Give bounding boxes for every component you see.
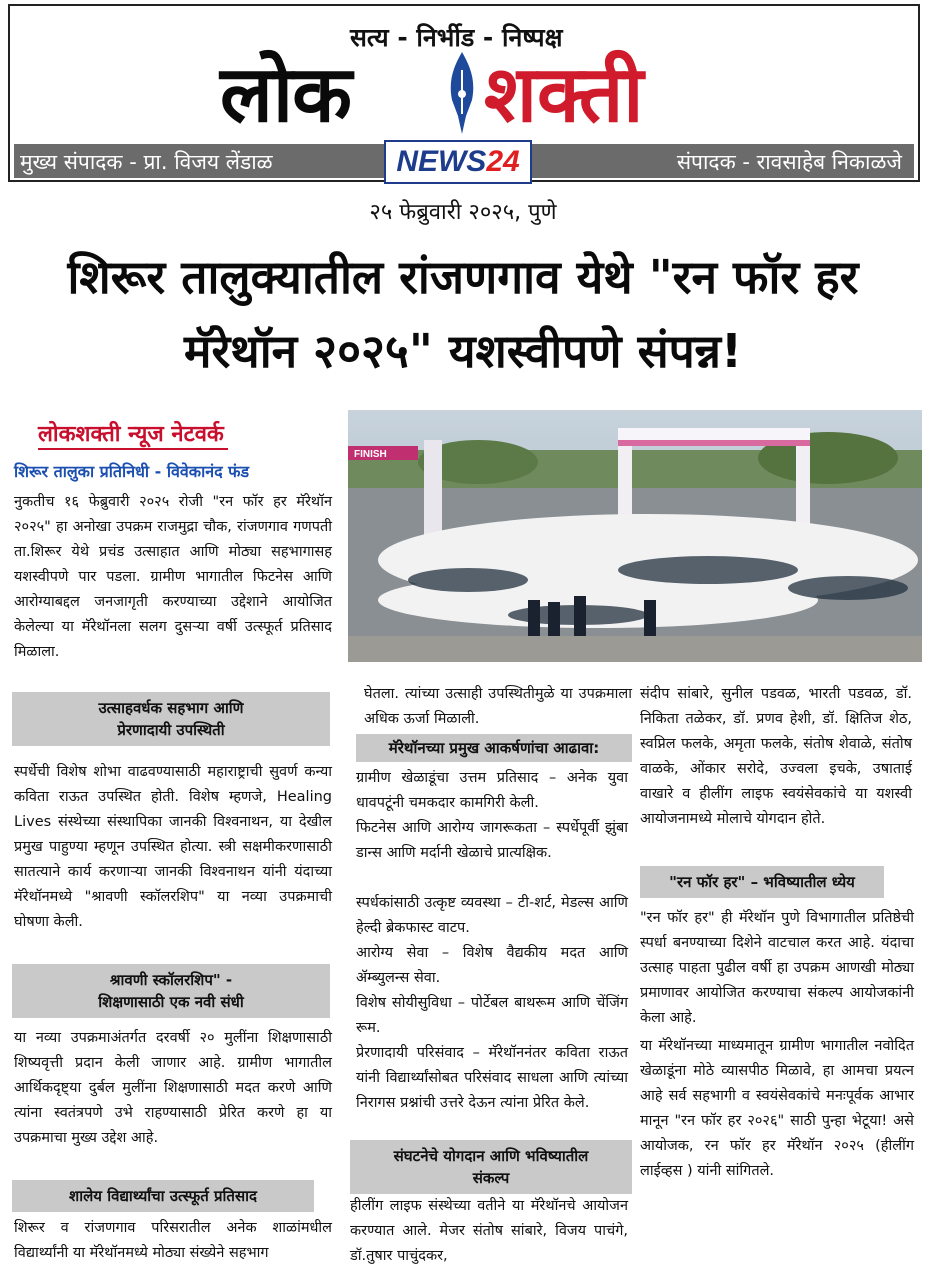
marathon-crowd-illustration [348, 410, 922, 662]
section-heading-highlights: मॅरेथॉनच्या प्रमुख आकर्षणांचा आढावा: [356, 734, 632, 762]
section-heading-line: प्रेरणादायी उपस्थिती [117, 721, 225, 739]
col2-continuation: घेतला. त्यांच्या उत्साही उपस्थितीमुळे या उपक्रमाला अधिक ऊर्जा मिळाली. [364, 686, 632, 727]
marathon-photo [348, 410, 922, 662]
pen-nib-icon [442, 50, 482, 136]
editor-label: संपादक - रावसाहेब निकाळजे [676, 150, 902, 174]
photo-finish-banner: FINISH [354, 449, 387, 460]
dateline: २५ फेब्रुवारी २०२५, पुणे [369, 200, 557, 225]
chief-editor-label: मुख्य संपादक - प्रा. विजय लेंडाळ [20, 150, 273, 174]
logo-text-shakti: शक्ती [484, 50, 644, 140]
highlight-item: विशेष सोयीसुविधा – पोर्टेबल बाथरूम आणि चेंजिंग रूम. [356, 995, 628, 1036]
logo-text-lok: लोक [220, 50, 351, 140]
section-heading-students: शालेय विद्यार्थ्यांचा उत्स्फूर्त प्रतिसाद [12, 1180, 314, 1212]
section-heading-participation [12, 692, 330, 746]
col1-intro: नुकतीच १६ फेब्रुवारी २०२५ रोजी "रन फॉर हर मॅरेथॉन २०२५" हा अनोखा उपक्रम राजमुद्रा चौक, रांजणगाव गणपती ता.शिरूर येथे प्रचंड उत्साहात आणि मोठ्या सहभागासह यशस्वीपणे पार पडला. ग्रामीण भागातील फिटनेस आणि आरोग्याबद्दल जनजागृती करण्याच्या उद्देशाने आयोजित केलेल्या या मॅरेथॉनला सलग दुसऱ्या वर्षी उत्स्फूर्त प्रतिसाद मिळाला. [14, 494, 332, 660]
col3-para-thanks: या मॅरेथॉनच्या माध्यमातून ग्रामीण भागातील नवोदित खेळाडूंना मोठे व्यासपीठ मिळावे, हा आमचा प्रयत्न आहे सर्व सहभागी व स्वयंसेवकांचे मनःपूर्वक आभार मानून "रन फॉर हर २०२६" साठी पुन्हा भेटूया! असे आयोजक, रन फॉर हर मॅरेथॉन २०२५ (हीलींग लाईव्हस ) यांनी सांगितले. [640, 1038, 914, 1179]
col1-para-scholarship: या नव्या उपक्रमाअंतर्गत दरवर्षी २० मुलींना शिक्षणासाठी शिष्यवृत्ती प्रदान केली जाणार आहे. ग्रामीण भागातील आर्थिकदृष्ट्या दुर्बल मुलींना शिक्षणासाठी मदत करणे आणि त्यांना स्वतंत्रपणे उभे राहण्यासाठी प्रेरित करणे हा या उपक्रमाचा मुख्य उद्देश आहे. [14, 1030, 332, 1146]
col1-para-students: शिरूर व रांजणगाव परिसरातील अनेक शाळांमधील विद्यार्थ्यांनी या मॅरेथॉनमध्ये मोठ्या संख्येने सहभाग [14, 1220, 332, 1261]
highlight-item: आरोग्य सेवा – विशेष वैद्यकीय मदत आणि ॲम्ब्युलन्स सेवा. [356, 945, 628, 986]
section-heading-line: श्रावणी स्कॉलरशिप" - [109, 971, 233, 989]
news24-badge [384, 140, 532, 184]
section-heading-future-goal: "रन फॉर हर" – भविष्यातील ध्येय [640, 866, 884, 898]
section-heading-line: संघटनेचे योगदान आणि भविष्यातील [393, 1147, 589, 1165]
highlight-item: ग्रामीण खेळाडूंचा उत्तम प्रतिसाद – अनेक युवा धावपटूंनी चमकदार कामगिरी केली. [356, 770, 628, 811]
masthead [8, 4, 920, 182]
col3-continuation: संदीप सांबारे, सुनील पडवळ, भारती पडवळ, डॉ. निकिता तळेकर, डॉ. प्रणव हेशी, डॉ. क्षितिज शेठ, स्वप्निल फलके, अमृता फलके, संतोष शेवाळे, संतोष वाळके, ओंकार सरोदे, उज्वला इचके, उषाताई वाखारे व हीलींग लाइफ स्वयंसेवकांचे या यशस्वी आयोजनामध्ये मोलाचे योगदान होते. [640, 686, 912, 827]
col3-para-future: "रन फॉर हर" ही मॅरेथॉन पुणे विभागातील प्रतिष्ठेची स्पर्धा बनण्याच्या दिशेने वाटचाल करत आहे. यंदाचा उत्साह पाहता पुढील वर्षी हा उपक्रम आणखी मोठ्या प्रमाणावर आयोजित करण्याचा संकल्प आयोजकांनी केला आहे. [640, 910, 914, 1026]
byline-reporter: शिरूर तालुका प्रतिनिधी - विवेकानंद फंड [14, 462, 250, 481]
highlight-item: स्पर्धकांसाठी उत्कृष्ट व्यवस्था – टी-शर्ट, मेडल्स आणि हेल्दी ब्रेकफास्ट वाटप. [356, 895, 628, 936]
section-heading-line: उत्साहवर्धक सहभाग आणि [98, 699, 244, 717]
col2-para-organisation: हीलींग लाइफ संस्थेच्या वतीने या मॅरेथॉनचे आयोजन करण्यात आले. मेजर संतोष सांबारे, विजय पाचंगे, डॉ.तुषार पाचुंदकर, [350, 1198, 628, 1264]
masthead-tagline: सत्य - निर्भीड - निष्पक्ष [350, 23, 563, 52]
news24-badge-word: NEWS [396, 145, 487, 178]
section-heading-scholarship [12, 964, 330, 1018]
news24-badge-number: 24 [486, 145, 520, 178]
section-heading-line: संकल्प [472, 1169, 510, 1187]
section-heading-line: शिक्षणासाठी एक नवी संधी [98, 993, 244, 1011]
col1-para-guests: स्पर्धेची विशेष शोभा वाढवण्यासाठी महाराष्ट्राची सुवर्ण कन्या कविता राऊत उपस्थित होती. विशेष म्हणजे, Healing Lives संस्थेच्या संस्थापिका जानकी विश्वनाथन, या देखील प्रमुख पाहुण्या म्हणून उपस्थित होत्या. स्त्री सक्षमीकरणासाठी सातत्याने कार्य करणाऱ्या जानकी विश्वनाथन यांनी यंदाच्या मॅरेथॉनमध्ये "श्रावणी स्कॉलरशिप" या नव्या उपक्रमाची घोषणा केली. [14, 764, 332, 930]
headline: शिरूर तालुक्यातील रांजणगाव येथे "रन फॉर हर मॅरेथॉन २०२५" यशस्वीपणे संपन्न! [67, 250, 859, 378]
highlight-item: फिटनेस आणि आरोग्य जागरूकता – स्पर्धेपूर्वी झुंबा डान्स आणि मर्दानी खेळाचे प्रात्यक्षिक. [356, 820, 628, 861]
section-heading-organisation [350, 1140, 632, 1194]
byline-network: लोकशक्ती न्यूज नेटवर्क [38, 418, 228, 450]
highlight-item: प्रेरणादायी परिसंवाद – मॅरेथॉननंतर कविता राऊत यांनी विद्यार्थ्यांसोबत परिसंवाद साधला आणि त्यांच्या निरागस प्रश्नांची उत्तरे देऊन त्यांना प्रेरित केले. [356, 1045, 628, 1111]
